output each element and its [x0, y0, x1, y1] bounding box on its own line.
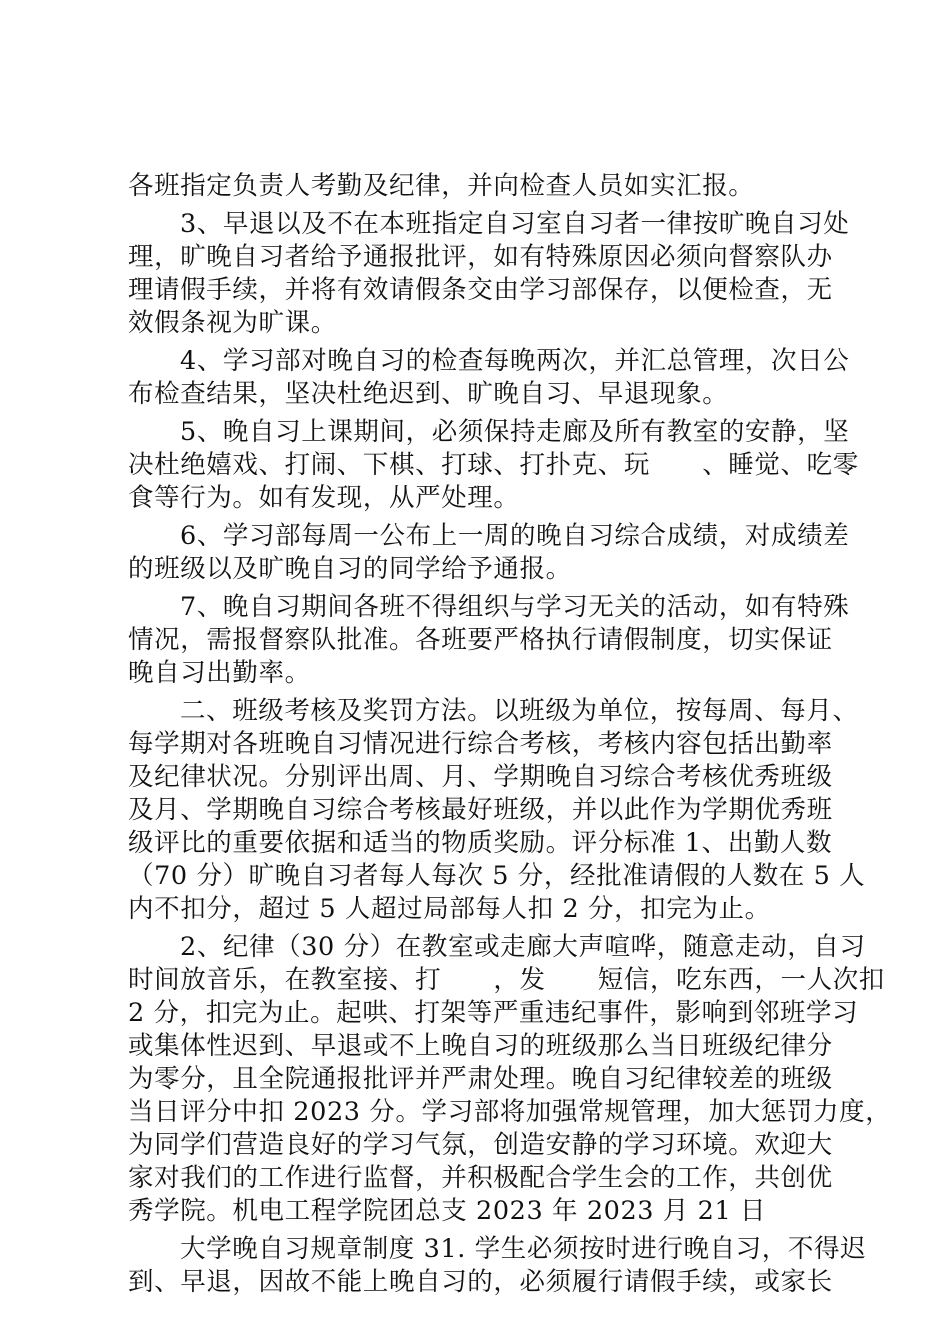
text-line: 效假条视为旷课。 [128, 308, 337, 338]
text-line: （70 分）旷晚自习者每人每次 5 分，经批准请假的人数在 5 人 [128, 861, 866, 891]
text-line: 家对我们的工作进行监督，并积极配合学生会的工作，共创优 [128, 1163, 833, 1193]
text-line: 各班指定负责人考勤及纪律，并向检查人员如实汇报。 [128, 171, 755, 201]
text-line: 7、晚自习期间各班不得组织与学习无关的活动，如有特殊 [180, 592, 850, 622]
text-line: 情况，需报督察队批准。各班要严格执行请假制度，切实保证 [128, 625, 833, 655]
text-line: 晚自习出勤率。 [128, 658, 311, 688]
text-line: 布检查结果，坚决杜绝迟到、旷晚自习、早退现象。 [128, 379, 729, 409]
text-line: 为零分，且全院通报批评并严肃处理。晚自习纪律较差的班级 [128, 1064, 833, 1094]
text-line: 理请假手续，并将有效请假条交由学习部保存，以便检查，无 [128, 275, 833, 305]
text-line: 3、早退以及不在本班指定自习室自习者一律按旷晚自习处 [180, 209, 850, 239]
text-line: 2 分，扣完为止。起哄、打架等严重违纪事件，影响到邻班学习 [128, 998, 859, 1028]
text-line: 的班级以及旷晚自习的同学给予通报。 [128, 554, 572, 584]
text-line: 内不扣分，超过 5 人超过局部每人扣 2 分，扣完为止。 [128, 894, 771, 924]
text-line: 时间放音乐，在教室接、打 ，发 短信，吃东西，一人次扣 [128, 965, 885, 995]
text-line: 为同学们营造良好的学习气氛，创造安静的学习环境。欢迎大 [128, 1130, 833, 1160]
text-line: 4、学习部对晚自习的检查每晚两次，并汇总管理，次日公 [180, 346, 850, 376]
text-line: 理，旷晚自习者给予通报批评，如有特殊原因必须向督察队办 [128, 242, 833, 272]
text-line: 级评比的重要依据和适当的物质奖励。评分标准 1、出勤人数 [128, 828, 833, 858]
document-body [128, 170, 892, 1299]
text-line: 二、班级考核及奖罚方法。以班级为单位，按每周、每月、 [180, 696, 859, 726]
text-line: 6、学习部每周一公布上一周的晚自习综合成绩，对成绩差 [180, 521, 850, 551]
text-line: 5、晚自习上课期间，必须保持走廊及所有教室的安静，坚 [180, 417, 850, 447]
text-line: 及月、学期晚自习综合考核最好班级，并以此作为学期优秀班 [128, 795, 833, 825]
text-line: 到、早退，因故不能上晚自习的，必须履行请假手续，或家长 [128, 1267, 833, 1297]
text-line: 每学期对各班晚自习情况进行综合考核，考核内容包括出勤率 [128, 729, 833, 759]
text-line: 大学晚自习规章制度 31. 学生必须按时进行晚自习，不得迟 [180, 1234, 867, 1264]
text-line: 当日评分中扣 2023 分。学习部将加强常规管理，加大惩罚力度， [128, 1097, 892, 1127]
text-line: 秀学院。机电工程学院团总支 2023 年 2023 月 21 日 [128, 1196, 767, 1226]
text-line: 决杜绝嬉戏、打闹、下棋、打球、打扑克、玩 、睡觉、吃零 [128, 450, 859, 480]
text-line: 2、纪律（30 分）在教室或走廊大声喧哗，随意走动，自习 [180, 932, 866, 962]
text-line: 及纪律状况。分别评出周、月、学期晚自习综合考核优秀班级 [128, 762, 833, 792]
text-line: 或集体性迟到、早退或不上晚自习的班级那么当日班级纪律分 [128, 1031, 833, 1061]
text-line: 食等行为。如有发现，从严处理。 [128, 483, 520, 513]
